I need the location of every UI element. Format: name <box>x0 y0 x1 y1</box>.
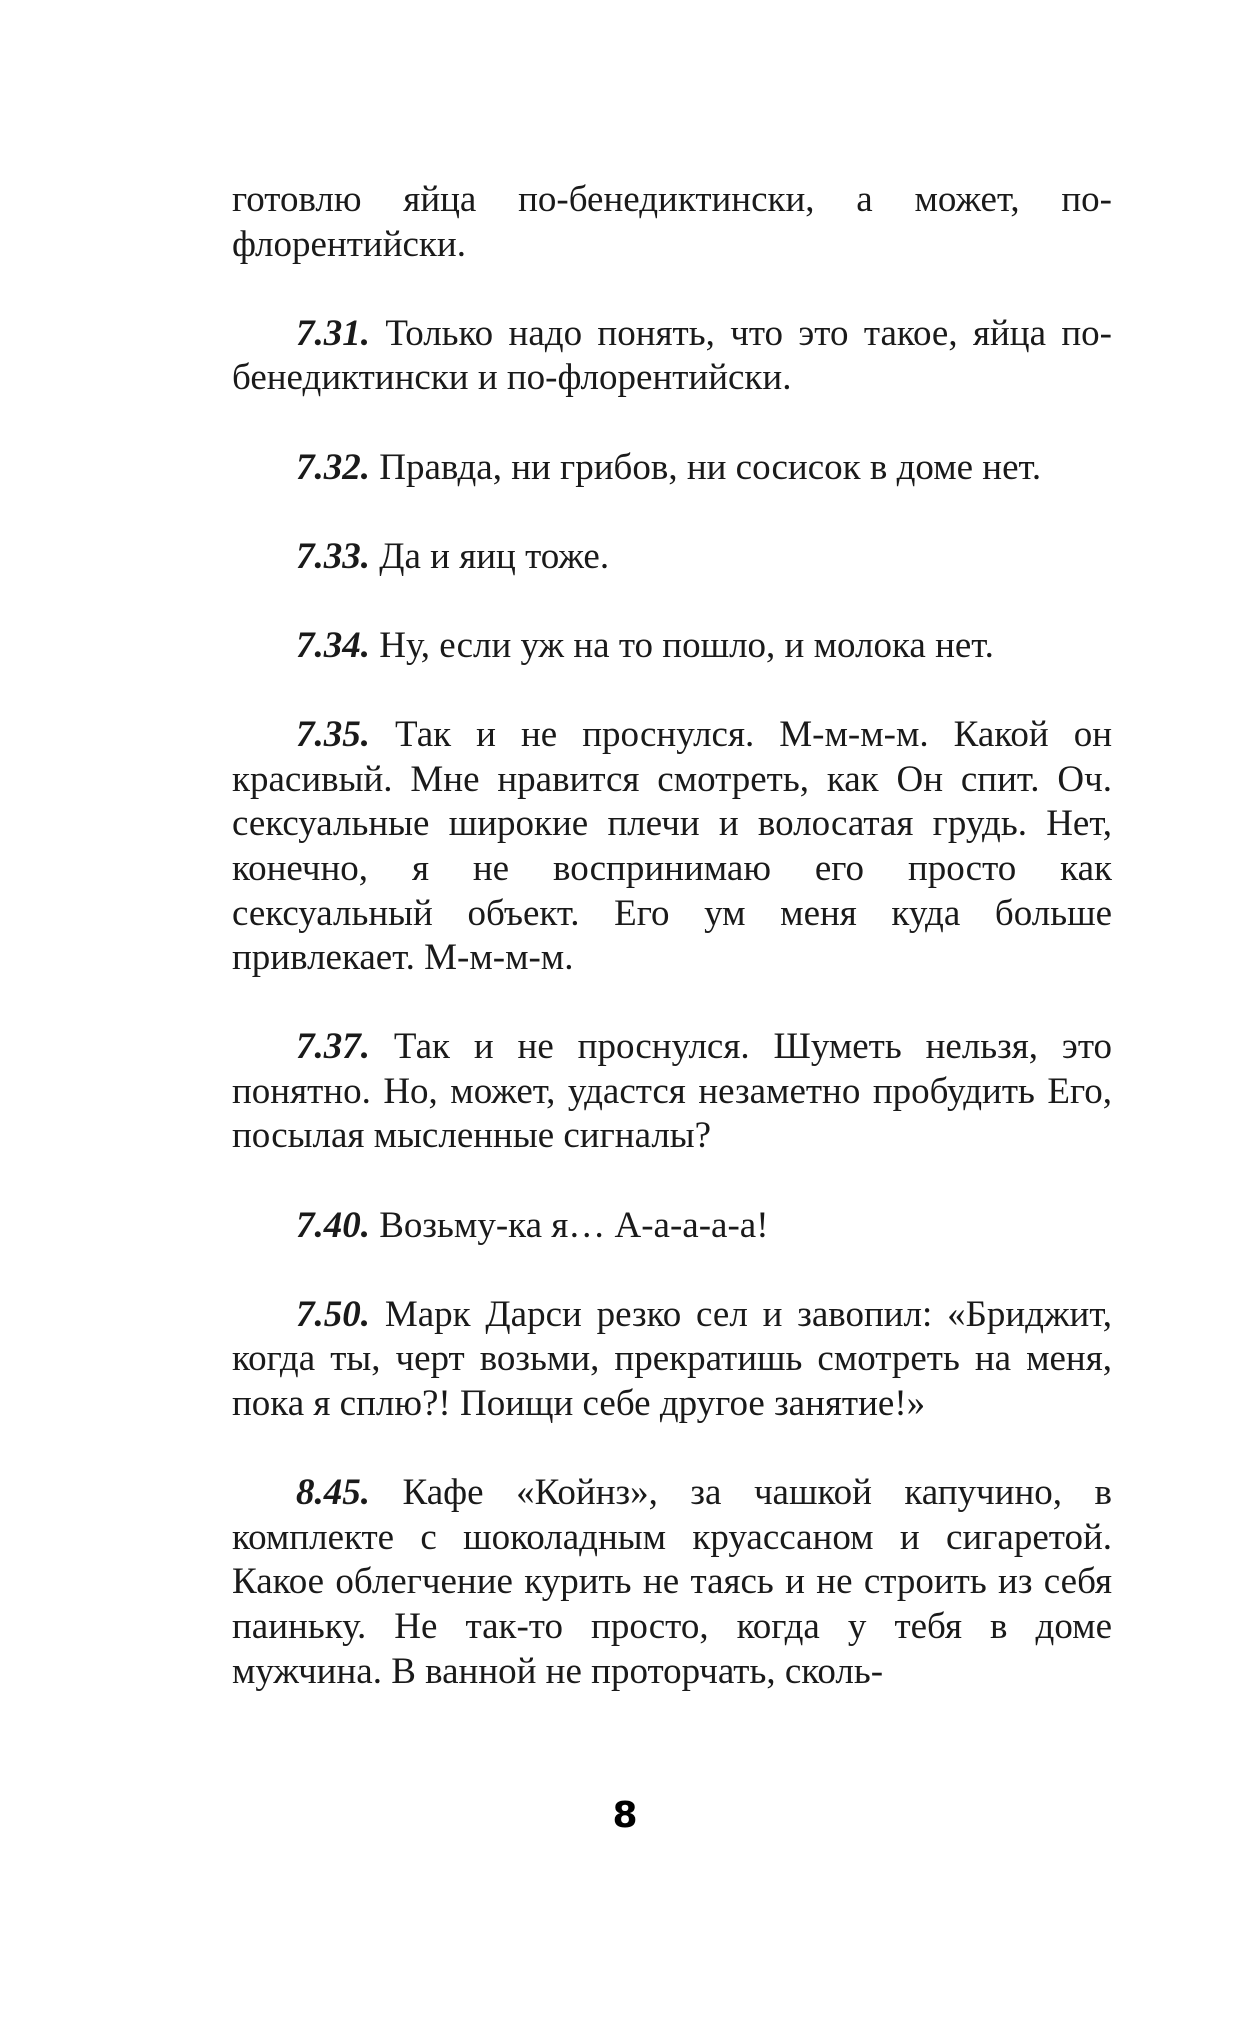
diary-entry <box>232 312 1112 401</box>
entry-text: Так и не проснулся. М-м-м-м. Какой он красивый. Мне нравится смотреть, как Он спит. Оч. сексуальные широкие плечи и волосатая грудь. Нет, конечно, я не воспринимаю его просто как сексуальный объект. Его ум меня куда больше привлекает. М-м-м-м. <box>232 714 1113 979</box>
page-body <box>232 178 1112 1694</box>
entry-time: 7.50. <box>296 1293 370 1335</box>
diary-entry <box>232 1025 1112 1159</box>
diary-entry <box>232 1293 1112 1427</box>
entry-text: Ну, если уж на то пошло, и молока нет. <box>379 624 994 666</box>
entry-time: 7.40. <box>296 1204 370 1246</box>
entry-time: 8.45. <box>296 1472 370 1514</box>
entry-text: готовлю яйца по-бенедиктински, а может, по-флорентийски. <box>232 179 1112 265</box>
entry-time: 7.37. <box>296 1026 370 1068</box>
entry-time: 7.32. <box>296 446 370 488</box>
entry-text: Возьму-ка я… А-а-а-а-а! <box>379 1204 769 1246</box>
diary-entry <box>232 713 1112 981</box>
entry-text: Да и яиц тоже. <box>379 535 610 577</box>
page-number: 8 <box>612 1795 638 1836</box>
entry-text: Так и не проснулся. Шуметь нельзя, это понятно. Но, может, удастся незаметно пробудить Его, посылая мысленные сигналы? <box>232 1026 1112 1157</box>
entry-time: 7.31. <box>296 312 370 354</box>
entry-text: Марк Дарси резко сел и завопил: «Бриджит, когда ты, черт возьми, прекратишь смотреть на меня, пока я сплю?! Поищи себе другое занятие!» <box>232 1293 1112 1425</box>
diary-entry <box>232 1471 1112 1694</box>
entry-text: Правда, ни грибов, ни сосисок в доме нет. <box>379 446 1042 488</box>
entry-time: 7.35. <box>296 714 370 756</box>
paragraph-continuation <box>232 178 1112 267</box>
entry-time: 7.34. <box>296 624 370 666</box>
diary-entry <box>232 624 1112 669</box>
entry-text: Только надо понять, что это такое, яйца по-бенедиктински и по-флорентийски. <box>232 312 1112 399</box>
diary-entry <box>232 1204 1112 1249</box>
diary-entry <box>232 446 1112 491</box>
entry-text: Кафе «Койнз», за чашкой капучино, в комплекте с шоколадным круассаном и сигаретой. Какое облегчение курить не таясь и не строить из себя паиньку. Не так-то просто, когда у тебя в доме мужчина. В ванной не проторчать, сколь- <box>232 1472 1113 1692</box>
entry-time: 7.33. <box>296 535 370 577</box>
diary-entry <box>232 535 1112 580</box>
